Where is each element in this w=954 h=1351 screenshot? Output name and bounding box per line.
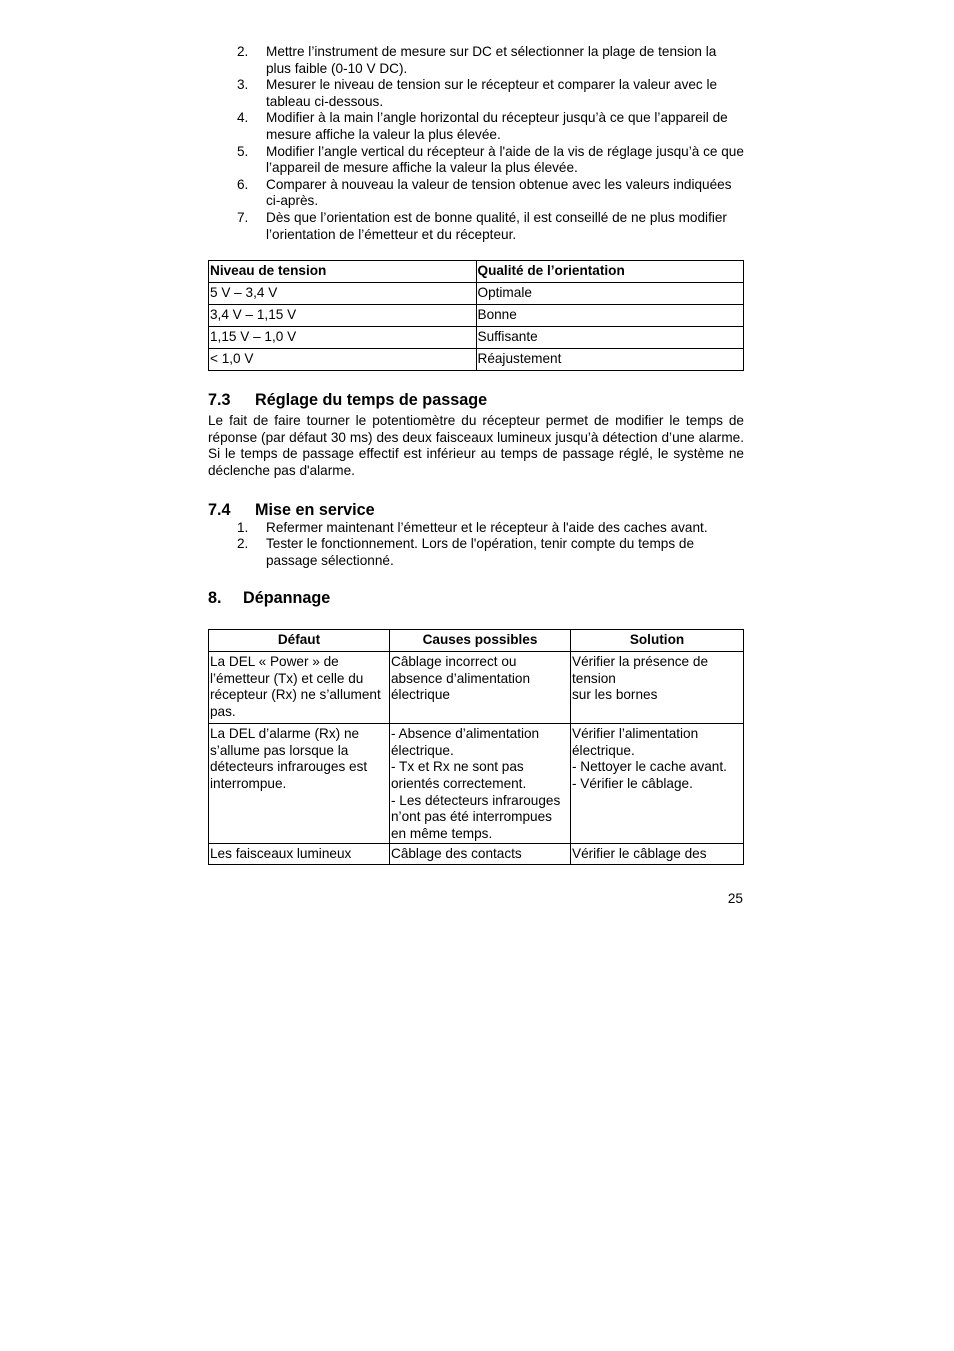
- section-heading-8: [208, 588, 744, 608]
- cell-line: - Tx et Rx ne sont pas orientés correctement.: [391, 759, 527, 792]
- troubleshooting-table: [208, 629, 744, 865]
- table-cell: [571, 724, 744, 844]
- commissioning-steps: [208, 520, 744, 570]
- step-number: 5.: [237, 143, 249, 159]
- cell-line: La DEL d’alarme (Rx) ne s’allume pas lorsque la détecteurs infrarouges est interrompue.: [210, 726, 368, 792]
- step-text: Refermer maintenant l’émetteur et le récepteur à l'aide des caches avant.: [266, 519, 708, 535]
- table-row: [209, 349, 744, 371]
- step-text: Mesurer le niveau de tension sur le récepteur et comparer la valeur avec le tableau ci-dessous.: [266, 77, 718, 109]
- cell-line: Câblage incorrect ou absence d’alimentation électrique: [391, 654, 531, 703]
- column-header-solution: Solution: [571, 630, 744, 652]
- step-text: Dès que l’orientation est de bonne qualité, il est conseillé de ne plus modifier l’orientation de l’émetteur et du récepteur.: [266, 209, 727, 242]
- cell-line: Les faisceaux lumineux: [210, 846, 352, 862]
- cell-line: Vérifier la présence de tension: [572, 654, 709, 686]
- table-cell: [390, 724, 571, 844]
- list-item: [208, 536, 744, 569]
- step-number: 3.: [237, 77, 249, 93]
- table-cell: 1,15 V – 1,0 V: [209, 327, 477, 349]
- step-number: 1.: [237, 519, 249, 535]
- table-header-row: [209, 630, 744, 652]
- list-item: [208, 110, 744, 143]
- step-number: 2.: [237, 44, 249, 59]
- section-7-3-body: Le fait de faire tourner le potentiomètre du récepteur permet de modifier le temps de réponse (par défaut 30 ms) des deux faisceaux lumineux jusqu’à détection d’une alarme. Si le temps de passage effectif est inférieur au temps de passage réglé, le système ne déclenche pas d'alarme.: [208, 413, 744, 478]
- column-header-defaut: Défaut: [209, 630, 390, 652]
- cell-line: Vérifier le câblage des: [572, 846, 707, 862]
- table-row: [209, 327, 744, 349]
- step-text: Tester le fonctionnement. Lors de l'opération, tenir compte du temps de passage sélectionné.: [266, 536, 695, 568]
- section-number: 7.3: [208, 391, 231, 410]
- list-item: [208, 177, 744, 210]
- step-number: 4.: [237, 110, 249, 126]
- table-cell: [390, 652, 571, 724]
- cell-line: Vérifier l’alimentation électrique.: [572, 726, 699, 758]
- table-cell: Réajustement: [476, 349, 744, 371]
- table-cell: Bonne: [476, 305, 744, 327]
- table-row: [209, 844, 744, 865]
- column-header-quality: Qualité de l’orientation: [476, 261, 744, 283]
- table-cell: [209, 724, 390, 844]
- section-number: 8.: [208, 589, 222, 608]
- column-header-tension: Niveau de tension: [209, 261, 477, 283]
- step-text: Comparer à nouveau la valeur de tension obtenue avec les valeurs indiquées ci-après.: [266, 176, 732, 209]
- column-header-causes: Causes possibles: [390, 630, 571, 652]
- list-item: [208, 77, 744, 110]
- table-cell: [571, 844, 744, 865]
- table-cell: Optimale: [476, 283, 744, 305]
- table-cell: 3,4 V – 1,15 V: [209, 305, 477, 327]
- procedure-steps: [208, 44, 744, 243]
- cell-line: - Les détecteurs infrarouges n’ont pas été interrompues en même temps.: [391, 792, 561, 841]
- step-number: 6.: [237, 176, 249, 192]
- tension-quality-table: [208, 260, 744, 371]
- section-heading-7-3: [208, 390, 744, 410]
- table-cell: [571, 652, 744, 724]
- page-number: 25: [727, 891, 743, 906]
- step-text: Modifier à la main l’angle horizontal du récepteur jusqu’à ce que l’appareil de mesure affiche la valeur la plus élevée.: [266, 110, 728, 142]
- table-cell: Suffisante: [476, 327, 744, 349]
- table-cell: [390, 844, 571, 865]
- step-text: Modifier l’angle vertical du récepteur à l'aide de la vis de réglage jusqu’à ce que l’appareil de mesure affiche la valeur la plus élevée.: [266, 143, 744, 176]
- table-header-row: [209, 261, 744, 283]
- cell-line: sur les bornes: [572, 687, 658, 703]
- cell-line: - Vérifier le câblage.: [572, 776, 693, 792]
- table-cell: 5 V – 3,4 V: [209, 283, 477, 305]
- list-item: [208, 44, 744, 77]
- table-cell: < 1,0 V: [209, 349, 477, 371]
- section-number: 7.4: [208, 500, 231, 519]
- table-row: [209, 305, 744, 327]
- table-cell: [209, 844, 390, 865]
- cell-line: - Absence d’alimentation électrique.: [391, 726, 540, 758]
- list-item: [208, 210, 744, 243]
- step-text: Mettre l’instrument de mesure sur DC et sélectionner la plage de tension la plus faible (0-10 V DC).: [266, 44, 717, 76]
- section-title: Réglage du temps de passage: [255, 391, 488, 410]
- section-title: Mise en service: [255, 500, 375, 519]
- cell-line: Câblage des contacts: [391, 846, 522, 862]
- section-title: Dépannage: [243, 589, 331, 608]
- table-row: [209, 283, 744, 305]
- table-row: [209, 724, 744, 844]
- table-cell: [209, 652, 390, 724]
- cell-line: - Nettoyer le cache avant.: [572, 759, 727, 775]
- section-heading-7-4: [208, 500, 744, 520]
- table-row: [209, 652, 744, 724]
- cell-line: La DEL « Power » de l’émetteur (Tx) et celle du récepteur (Rx) ne s’allument pas.: [210, 654, 381, 720]
- step-number: 2.: [237, 536, 249, 552]
- page-content: [208, 44, 744, 865]
- step-number: 7.: [237, 209, 249, 225]
- list-item: [208, 144, 744, 177]
- list-item: [208, 520, 744, 537]
